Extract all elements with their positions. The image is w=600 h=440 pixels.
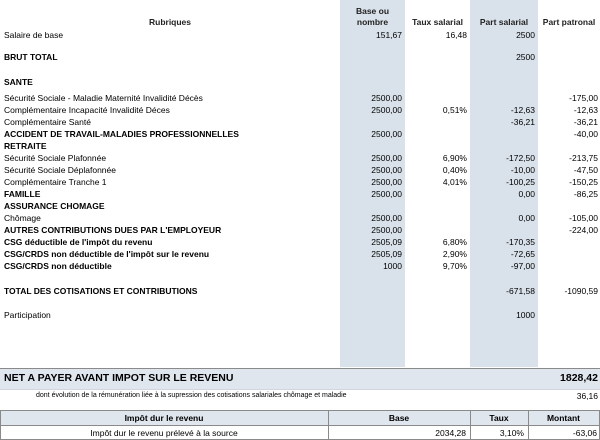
row-3-label: Sécurité Sociale - Maladie Maternité Invalidité Décès xyxy=(4,93,203,103)
row-5-label: Complémentaire Santé xyxy=(4,117,91,127)
tax-label: Impôt dur le revenu prélevé à la source xyxy=(90,428,238,438)
row-17-part-sal: -97,00 xyxy=(510,261,535,271)
row-11-base: 2500,00 xyxy=(371,189,402,199)
row-0-taux: 16,48 xyxy=(445,30,467,40)
row-10-base: 2500,00 xyxy=(371,177,402,187)
row-15-taux: 6,80% xyxy=(442,237,467,247)
row-9-taux: 0,40% xyxy=(442,165,467,175)
net-label: NET A PAYER AVANT IMPOT SUR LE REVENU xyxy=(4,372,234,384)
row-18-part-pat: -1090,59 xyxy=(564,286,598,296)
row-0-label: Salaire de base xyxy=(4,30,64,40)
net-note: dont évolution de la rémunération liée à la supression des cotisations salariales chômage et maladie xyxy=(36,392,347,399)
row-5-part-pat: -36,21 xyxy=(573,117,598,127)
header-base-line2: nombre xyxy=(356,17,389,27)
header-part-salarial: Part salarial xyxy=(479,17,529,27)
header-taux: Taux salarial xyxy=(412,17,463,27)
row-8-part-sal: -172,50 xyxy=(506,153,535,163)
row-4-part-sal: -12,63 xyxy=(510,105,535,115)
row-10-part-pat: -150,25 xyxy=(569,177,598,187)
row-14-part-pat: -224,00 xyxy=(569,225,598,235)
row-18-part-sal: -671,58 xyxy=(506,286,535,296)
row-0-base: 151,67 xyxy=(376,30,402,40)
row-16-base: 2505,09 xyxy=(371,249,402,259)
tax-montant: -63,06 xyxy=(572,428,597,438)
row-8-part-pat: -213,75 xyxy=(569,153,598,163)
row-2-label: SANTE xyxy=(4,77,33,87)
row-0-part-sal: 2500 xyxy=(516,30,535,40)
row-15-part-sal: -170,35 xyxy=(506,237,535,247)
header-base-line1: Base ou xyxy=(355,6,390,16)
header-rubriques: Rubriques xyxy=(148,17,192,27)
row-8-label: Sécurité Sociale Plafonnée xyxy=(4,153,107,163)
row-18-label: TOTAL DES COTISATIONS ET CONTRIBUTIONS xyxy=(4,286,198,296)
row-6-part-pat: -40,00 xyxy=(573,129,598,139)
row-11-part-sal: 0,00 xyxy=(518,189,535,199)
row-6-label: ACCIDENT DE TRAVAIL-MALADIES PROFESSIONNELLES xyxy=(4,129,239,139)
row-13-part-pat: -105,00 xyxy=(569,213,598,223)
row-11-part-pat: -86,25 xyxy=(573,189,598,199)
row-13-part-sal: 0,00 xyxy=(518,213,535,223)
row-10-taux: 4,01% xyxy=(442,177,467,187)
row-16-label: CSG/CRDS non déductible de l'impôt sur le revenu xyxy=(4,249,210,259)
row-17-base: 1000 xyxy=(383,261,402,271)
row-4-label: Complémentaire Incapacité Invalidité Déces xyxy=(4,105,170,115)
row-14-label: AUTRES CONTRIBUTIONS DUES PAR L'EMPLOYEUR xyxy=(4,225,222,235)
row-1-part-sal: 2500 xyxy=(516,52,535,62)
row-15-base: 2505,09 xyxy=(371,237,402,247)
net-value: 1828,42 xyxy=(560,372,598,384)
row-4-taux: 0,51% xyxy=(442,105,467,115)
row-17-taux: 9,70% xyxy=(442,261,467,271)
row-13-label: Chômage xyxy=(4,213,41,223)
row-8-taux: 6,90% xyxy=(442,153,467,163)
row-9-part-sal: -10,00 xyxy=(510,165,535,175)
row-11-label: FAMILLE xyxy=(4,189,41,199)
tax-taux: 3,10% xyxy=(499,428,524,438)
tax-header-montant: Montant xyxy=(546,413,581,423)
row-19-part-sal: 1000 xyxy=(516,310,535,320)
row-15-label: CSG déductible de l'impôt du revenu xyxy=(4,237,153,247)
row-19-label: Participation xyxy=(4,310,51,320)
row-1-label: BRUT TOTAL xyxy=(4,52,58,62)
row-16-taux: 2,90% xyxy=(442,249,467,259)
net-note-value: 36,16 xyxy=(576,391,598,401)
row-6-base: 2500,00 xyxy=(371,129,402,139)
row-3-part-pat: -175,00 xyxy=(569,93,598,103)
tax-header-base: Base xyxy=(388,413,410,423)
row-4-part-pat: -12,63 xyxy=(573,105,598,115)
header-part-patronal: Part patronal xyxy=(542,17,596,27)
row-17-label: CSG/CRDS non déductible xyxy=(4,261,112,271)
row-3-base: 2500,00 xyxy=(371,93,402,103)
row-12-label: ASSURANCE CHOMAGE xyxy=(4,201,105,211)
row-9-base: 2500,00 xyxy=(371,165,402,175)
row-5-part-sal: -36,21 xyxy=(510,117,535,127)
row-14-base: 2500,00 xyxy=(371,225,402,235)
row-10-part-sal: -100,25 xyxy=(506,177,535,187)
row-7-label: RETRAITE xyxy=(4,141,47,151)
tax-header-taux: Taux xyxy=(489,413,509,423)
row-10-label: Complémentaire Tranche 1 xyxy=(4,177,107,187)
row-13-base: 2500,00 xyxy=(371,213,402,223)
row-16-part-sal: -72,65 xyxy=(510,249,535,259)
tax-base: 2034,28 xyxy=(435,428,466,438)
row-9-label: Sécurité Sociale Déplafonnée xyxy=(4,165,116,175)
tax-header-label: Impôt dur le revenu xyxy=(124,413,204,423)
row-9-part-pat: -47,50 xyxy=(573,165,598,175)
row-4-base: 2500,00 xyxy=(371,105,402,115)
row-8-base: 2500,00 xyxy=(371,153,402,163)
